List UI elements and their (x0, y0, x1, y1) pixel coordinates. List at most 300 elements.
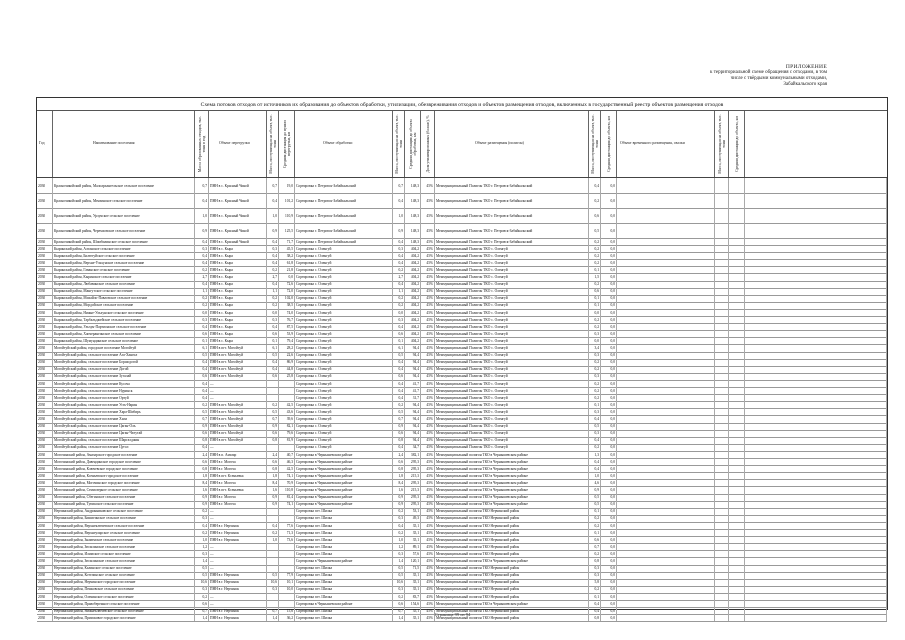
row-mass-placement: 0,5 (589, 494, 601, 501)
row-source: Кыринский район, Алтанское сельское поселение (53, 245, 195, 252)
row-filler (745, 479, 887, 486)
row-dist-placement: 0,0 (601, 430, 617, 437)
row-dist-processing: 83,7 (405, 593, 421, 600)
row-year: 2030 (37, 274, 53, 281)
row-share: 45% (421, 451, 435, 458)
row-dist-placement: 0,0 (601, 487, 617, 494)
header-dist-transfer: Средняя дистанция до пункта перегрузки, км (279, 111, 295, 177)
row-mass-temp (715, 274, 729, 281)
row-source: Могочинский район, Сбегинское сельское поселение (53, 494, 195, 501)
row-dist-processing: 404,2 (405, 266, 421, 273)
row-processing: Сортировка с. Оленгуй (295, 444, 393, 451)
row-dist-temp (729, 494, 745, 501)
row-dist-temp (729, 408, 745, 415)
row-placement: Межмуниципальный Полигон ТКО г. Петровск-Забайкальский (435, 193, 589, 208)
row-filler (745, 259, 887, 266)
row-placement: Межмуниципальный полигон ТКО Нерчинский район (435, 543, 589, 550)
row-year: 2030 (37, 600, 53, 607)
row-processing: Сортировка г. Петровск-Забайкальский (295, 223, 393, 238)
row-filler (745, 600, 887, 607)
row-dist-temp (729, 465, 745, 472)
row-temp (617, 238, 715, 245)
row-placement: Межмуниципальный полигон ТКО в Чернышевском районе (435, 600, 589, 607)
table-row (37, 193, 887, 209)
row-temp (617, 259, 715, 266)
row-source: Могойтуйский район, сельское поселение Ага-Хангил (53, 352, 195, 359)
row-year: 2030 (37, 543, 53, 550)
row-year: 2030 (37, 281, 53, 288)
row-mass-temp (715, 245, 729, 252)
row-year: 2030 (37, 550, 53, 557)
row-mass: 0,4 (195, 522, 209, 529)
row-dist-transfer (279, 508, 295, 515)
row-dist-temp (729, 380, 745, 387)
row-mass-processing: 0,3 (393, 245, 405, 252)
row-year: 2030 (37, 266, 53, 273)
row-dist-temp (729, 572, 745, 579)
row-dist-temp (729, 472, 745, 479)
row-mass-placement: 1,3 (589, 451, 601, 458)
row-mass-processing: 1,6 (393, 487, 405, 494)
row-mass-transfer: 2,7 (267, 274, 279, 281)
row-processing: Сортировка с. Оленгуй (295, 245, 393, 252)
row-transfer: ПНН в с. Кыра (209, 266, 267, 273)
row-transfer: — (209, 515, 267, 522)
row-dist-transfer: 70,9 (279, 479, 295, 486)
row-processing: Сортировка с. Оленгуй (295, 266, 393, 273)
row-dist-transfer: 61,8 (279, 259, 295, 266)
row-filler (745, 423, 887, 430)
row-transfer: ПНН в г. Нерчинск (209, 536, 267, 543)
row-source: Красночикойский район, Черемховское сельское поселение (53, 223, 195, 238)
table-header (37, 111, 887, 178)
row-mass: 0,4 (195, 323, 209, 330)
row-temp (617, 366, 715, 373)
row-dist-placement: 0,0 (601, 309, 617, 316)
row-share: 45% (421, 266, 435, 273)
row-mass-temp (715, 323, 729, 330)
row-placement: Межмуниципальный Полигон ТКО с. Оленгуй (435, 345, 589, 352)
row-dist-placement: 0,0 (601, 572, 617, 579)
row-processing: Сортировка с. Оленгуй (295, 302, 393, 309)
row-filler (745, 522, 887, 529)
row-mass-transfer: 1,4 (267, 614, 279, 621)
row-mass-processing: 1,2 (393, 543, 405, 550)
row-mass: 0,6 (195, 458, 209, 465)
row-mass-processing: 0,1 (393, 337, 405, 344)
row-filler (745, 208, 887, 223)
row-placement: Межмуниципальный Полигон ТКО с. Оленгуй (435, 337, 589, 344)
row-processing: Сортировка с. Оленгуй (295, 309, 393, 316)
row-source: Нерчинский район, Олекинское сельское поселение (53, 593, 195, 600)
row-mass-transfer: 0,2 (267, 295, 279, 302)
row-transfer: ПНН в с. Красный Чикой (209, 208, 267, 223)
row-dist-transfer (279, 543, 295, 550)
row-year: 2030 (37, 394, 53, 401)
row-year: 2030 (37, 373, 53, 380)
row-source: Красночикойский район, Мензинское сельское поселение (53, 193, 195, 208)
row-transfer: ПНН в пгт. Могойтуй (209, 359, 267, 366)
header-dist-temp: Средняя дистанция до объекта, км (729, 111, 745, 177)
row-placement: Межмуниципальный Полигон ТКО г. Петровск-Забайкальский (435, 223, 589, 238)
row-dist-transfer: 73,6 (279, 536, 295, 543)
row-dist-placement: 0,0 (601, 458, 617, 465)
row-placement: Межмуниципальный полигон ТКО в Чернышевском районе (435, 458, 589, 465)
row-dist-placement: 0,0 (601, 579, 617, 586)
row-source: Нерчинский район, Верхнеключевское сельское поселение (53, 522, 195, 529)
row-mass: 0,9 (195, 501, 209, 508)
row-transfer: ПНН в с. Кыра (209, 323, 267, 330)
row-dist-placement: 0,0 (601, 330, 617, 337)
row-transfer: — (209, 558, 267, 565)
row-mass-transfer: 0,2 (267, 266, 279, 273)
row-dist-temp (729, 259, 745, 266)
row-dist-transfer: 38,5 (279, 302, 295, 309)
row-transfer: ПНН в с. Кыра (209, 316, 267, 323)
row-dist-temp (729, 543, 745, 550)
row-mass-temp (715, 543, 729, 550)
row-dist-processing: 120,1 (405, 558, 421, 565)
row-mass-temp (715, 178, 729, 193)
row-mass-placement: 0,4 (589, 178, 601, 193)
row-mass-placement: 0,2 (589, 193, 601, 208)
row-placement: Межмуниципальный Полигон ТКО с. Оленгуй (435, 330, 589, 337)
row-dist-temp (729, 558, 745, 565)
row-dist-temp (729, 373, 745, 380)
row-temp (617, 494, 715, 501)
row-mass-placement: 0,4 (589, 600, 601, 607)
row-dist-placement: 0,0 (601, 522, 617, 529)
row-temp (617, 345, 715, 352)
row-mass-placement: 0,2 (589, 323, 601, 330)
row-filler (745, 416, 887, 423)
row-mass-temp (715, 430, 729, 437)
row-temp (617, 288, 715, 295)
row-mass-placement: 0,3 (589, 352, 601, 359)
row-year: 2030 (37, 607, 53, 614)
row-year: 2030 (37, 288, 53, 295)
row-dist-processing: 35,1 (405, 529, 421, 536)
row-mass: 0,9 (195, 423, 209, 430)
row-mass: 0,4 (195, 387, 209, 394)
row-share: 45% (421, 430, 435, 437)
row-mass-transfer: 0,5 (267, 352, 279, 359)
row-transfer: ПНН в с. Красный Чикой (209, 193, 267, 208)
row-dist-transfer (279, 558, 295, 565)
row-transfer: ПНН в с. Кыра (209, 245, 267, 252)
row-filler (745, 408, 887, 415)
row-placement: Межмуниципальный Полигон ТКО с. Оленгуй (435, 380, 589, 387)
row-placement: Межмуниципальный Полигон ТКО с. Оленгуй (435, 373, 589, 380)
row-mass: 0,2 (195, 593, 209, 600)
row-year: 2030 (37, 366, 53, 373)
row-dist-processing: 404,2 (405, 288, 421, 295)
row-dist-processing: 404,2 (405, 302, 421, 309)
row-mass-temp (715, 522, 729, 529)
row-dist-placement: 0,0 (601, 494, 617, 501)
row-mass-placement: 0,6 (589, 208, 601, 223)
row-dist-temp (729, 281, 745, 288)
row-dist-transfer: 81,9 (279, 437, 295, 444)
row-mass-temp (715, 458, 729, 465)
row-dist-processing: 148,3 (405, 178, 421, 193)
row-mass-processing: 10,6 (393, 579, 405, 586)
row-dist-temp (729, 309, 745, 316)
row-dist-placement: 0,0 (601, 345, 617, 352)
row-source: Кыринский район, Верхне-Ульхунское сельское поселение (53, 259, 195, 266)
row-year: 2030 (37, 465, 53, 472)
row-mass-transfer: 0,4 (267, 238, 279, 245)
row-filler (745, 323, 887, 330)
row-dist-temp (729, 515, 745, 522)
row-year: 2030 (37, 408, 53, 415)
row-transfer: ПНН в г. Нерчинск (209, 607, 267, 614)
row-dist-transfer: 0,0 (279, 274, 295, 281)
row-dist-processing: 148,3 (405, 193, 421, 208)
row-dist-placement: 0,0 (601, 515, 617, 522)
row-dist-placement: 0,0 (601, 274, 617, 281)
row-mass: 0,6 (195, 600, 209, 607)
row-placement: Межмуниципальный Полигон ТКО с. Оленгуй (435, 288, 589, 295)
row-source: Могойтуйский район, сельское поселение Хара-Шибирь (53, 408, 195, 415)
row-mass-transfer (267, 444, 279, 451)
row-dist-temp (729, 193, 745, 208)
row-year: 2030 (37, 529, 53, 536)
row-mass-placement: 0,0 (589, 309, 601, 316)
row-source: Кыринский район, Мангутское сельское поселение (53, 288, 195, 295)
row-filler (745, 444, 887, 451)
row-mass-transfer: 0,8 (267, 437, 279, 444)
row-mass-processing: 0,3 (393, 550, 405, 557)
row-transfer: ПНН в пгт. Могойтуй (209, 437, 267, 444)
row-source: Могойтуйский район, городское поселение Могойтуй (53, 345, 195, 352)
table-row (37, 223, 887, 239)
header-transfer: Объект перегрузки (209, 111, 267, 177)
row-filler (745, 550, 887, 557)
row-dist-transfer: 44,8 (279, 366, 295, 373)
row-mass-transfer: 0,3 (267, 245, 279, 252)
row-source: Могойтуйский район, сельское поселение Кусоча (53, 380, 195, 387)
row-transfer: — (209, 387, 267, 394)
row-year: 2030 (37, 380, 53, 387)
row-filler (745, 330, 887, 337)
row-mass-processing: 0,4 (393, 252, 405, 259)
row-mass-temp (715, 295, 729, 302)
row-dist-processing: 404,2 (405, 245, 421, 252)
row-mass-processing: 0,9 (393, 423, 405, 430)
row-mass-transfer: 0,4 (267, 259, 279, 266)
row-dist-temp (729, 366, 745, 373)
row-mass-temp (715, 408, 729, 415)
row-dist-transfer: 87,5 (279, 323, 295, 330)
row-share: 45% (421, 302, 435, 309)
row-mass-transfer: 0,4 (267, 252, 279, 259)
row-dist-temp (729, 586, 745, 593)
row-dist-processing: 35,1 (405, 572, 421, 579)
row-dist-placement: 0,0 (601, 266, 617, 273)
row-dist-transfer: 10,1 (279, 579, 295, 586)
row-dist-processing: 94,4 (405, 352, 421, 359)
row-mass-placement: 0,1 (589, 302, 601, 309)
row-placement: Межмуниципальный Полигон ТКО с. Оленгуй (435, 295, 589, 302)
row-dist-transfer (279, 394, 295, 401)
row-share: 45% (421, 501, 435, 508)
row-dist-placement: 0,0 (601, 529, 617, 536)
row-dist-transfer: 28,2 (279, 345, 295, 352)
row-mass-processing: 0,4 (393, 522, 405, 529)
row-dist-transfer (279, 565, 295, 572)
row-dist-temp (729, 295, 745, 302)
row-temp (617, 323, 715, 330)
row-mass: 0,4 (195, 193, 209, 208)
row-year: 2030 (37, 536, 53, 543)
row-mass-placement: 0,2 (589, 444, 601, 451)
row-mass-transfer: 0,0 (267, 309, 279, 316)
row-dist-transfer: 42,5 (279, 401, 295, 408)
row-temp (617, 252, 715, 259)
row-year: 2030 (37, 401, 53, 408)
row-temp (617, 295, 715, 302)
row-temp (617, 380, 715, 387)
row-placement: Межмуниципальный Полигон ТКО с. Оленгуй (435, 408, 589, 415)
row-share: 45% (421, 366, 435, 373)
row-mass-placement: 0,1 (589, 401, 601, 408)
row-filler (745, 302, 887, 309)
row-mass-transfer (267, 565, 279, 572)
row-processing: Сортировка пгт. Шилка (295, 565, 393, 572)
row-source: Нерчинский район, Бишигинское сельское поселение (53, 515, 195, 522)
row-processing: Сортировка в Чернышевском районе (295, 479, 393, 486)
row-dist-processing: 35,1 (405, 536, 421, 543)
row-processing: Сортировка в Чернышевском районе (295, 458, 393, 465)
row-source: Могойтуйский район, сельское поселение Нуринск (53, 387, 195, 394)
row-mass-placement: 0,5 (589, 501, 601, 508)
row-mass: 10,6 (195, 579, 209, 586)
row-mass-placement: 0,2 (589, 238, 601, 245)
row-dist-placement: 0,0 (601, 380, 617, 387)
row-year: 2030 (37, 323, 53, 330)
row-dist-transfer (279, 444, 295, 451)
row-temp (617, 579, 715, 586)
row-filler (745, 288, 887, 295)
row-processing: Сортировка пгт. Шилка (295, 586, 393, 593)
row-share: 45% (421, 394, 435, 401)
row-year: 2030 (37, 579, 53, 586)
row-dist-temp (729, 593, 745, 600)
row-temp (617, 586, 715, 593)
row-placement: Межмуниципальный полигон ТКО Нерчинский район (435, 536, 589, 543)
row-placement: Межмуниципальный Полигон ТКО с. Оленгуй (435, 252, 589, 259)
row-filler (745, 178, 887, 193)
row-dist-transfer: 72,0 (279, 288, 295, 295)
row-transfer: ПНН в пгт. Могойтуй (209, 408, 267, 415)
row-filler (745, 295, 887, 302)
row-dist-placement: 0,0 (601, 451, 617, 458)
row-mass-processing: 0,7 (393, 416, 405, 423)
row-share: 45% (421, 274, 435, 281)
row-dist-processing: 94,4 (405, 345, 421, 352)
header-processing: Объект обработки (295, 111, 393, 177)
row-mass-processing: 0,3 (393, 586, 405, 593)
row-dist-placement: 0,0 (601, 366, 617, 373)
row-transfer: ПНН в пгт. Могойтуй (209, 416, 267, 423)
row-mass-placement: 0,6 (589, 536, 601, 543)
row-share: 45% (421, 223, 435, 238)
row-temp (617, 359, 715, 366)
row-mass: 0,4 (195, 394, 209, 401)
row-processing: Сортировка с. Оленгуй (295, 430, 393, 437)
row-dist-processing: 94,4 (405, 430, 421, 437)
row-dist-temp (729, 458, 745, 465)
row-mass-placement: 1,5 (589, 274, 601, 281)
row-year: 2030 (37, 423, 53, 430)
row-source: Нерчинский район, Знаменское сельское поселение (53, 536, 195, 543)
row-processing: Сортировка с. Оленгуй (295, 337, 393, 344)
row-mass-transfer: 0,8 (267, 465, 279, 472)
row-mass-processing: 1,0 (393, 536, 405, 543)
row-share: 45% (421, 178, 435, 193)
row-source: Красночикойский район, Малоархангельское сельское поселение (53, 178, 195, 193)
row-mass-transfer: 1,8 (267, 472, 279, 479)
row-mass: 0,9 (195, 494, 209, 501)
row-mass-transfer: 0,9 (267, 223, 279, 238)
row-mass-placement: 0,4 (589, 465, 601, 472)
row-dist-temp (729, 536, 745, 543)
row-mass-temp (715, 437, 729, 444)
row-mass-processing: 0,4 (393, 238, 405, 245)
row-temp (617, 330, 715, 337)
row-processing: Сортировка в Чернышевском районе (295, 600, 393, 607)
row-mass: 0,3 (195, 245, 209, 252)
row-dist-transfer: 79,4 (279, 337, 295, 344)
row-mass-temp (715, 444, 729, 451)
row-mass-temp (715, 501, 729, 508)
row-year: 2030 (37, 515, 53, 522)
row-share: 45% (421, 614, 435, 621)
row-mass-processing: 0,2 (393, 529, 405, 536)
row-placement: Межмуниципальный полигон ТКО в Чернышевском районе (435, 494, 589, 501)
row-dist-processing: 94,4 (405, 401, 421, 408)
row-mass-placement: 0,2 (589, 550, 601, 557)
row-placement: Межмуниципальный полигон ТКО Нерчинский район (435, 515, 589, 522)
row-placement: Межмуниципальный полигон ТКО в Чернышевском районе (435, 465, 589, 472)
row-placement: Межмуниципальный полигон ТКО Нерчинский район (435, 614, 589, 621)
appendix-line: Забайкальского края (783, 82, 827, 87)
row-share: 45% (421, 359, 435, 366)
row-source: Могойтуйский район, сельское поселение Боршодогой (53, 359, 195, 366)
row-dist-placement: 0,0 (601, 558, 617, 565)
row-mass: 0,7 (195, 607, 209, 614)
row-share: 45% (421, 423, 435, 430)
row-mass-temp (715, 252, 729, 259)
row-year: 2030 (37, 259, 53, 266)
row-processing: Сортировка с. Оленгуй (295, 394, 393, 401)
row-dist-processing: 34,7 (405, 444, 421, 451)
row-source: Могочинский район, Давендинское городское поселение (53, 458, 195, 465)
row-dist-temp (729, 337, 745, 344)
row-mass-processing: 0,3 (393, 515, 405, 522)
row-year: 2030 (37, 387, 53, 394)
row-mass: 0,4 (195, 281, 209, 288)
row-year: 2030 (37, 437, 53, 444)
row-mass-transfer: 0,4 (267, 281, 279, 288)
row-mass: 0,3 (195, 515, 209, 522)
row-mass-placement: 4,6 (589, 479, 601, 486)
row-share: 45% (421, 536, 435, 543)
row-year: 2030 (37, 572, 53, 579)
row-dist-transfer: 45,5 (279, 245, 295, 252)
row-placement: Межмуниципальный полигон ТКО в Чернышевском районе (435, 451, 589, 458)
